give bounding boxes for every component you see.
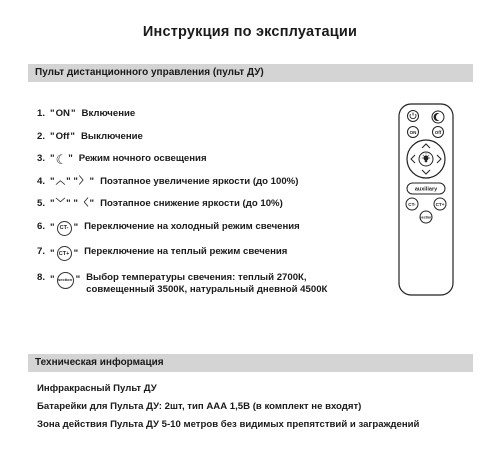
item-key: " CT+ " [50, 246, 78, 261]
list-item [37, 272, 377, 296]
item-text: Выключение [80, 130, 143, 142]
list-item [37, 221, 377, 236]
chevron-left-icon: 〈 [78, 198, 89, 209]
section-header-remote: Пульт дистанционного управления (пульт ДУ) [28, 64, 473, 82]
item-number: 2. [37, 130, 46, 142]
tech-line: Инфракрасный Пульт ДУ [37, 383, 157, 394]
item-key: " ﹀ " " 〈 " [50, 198, 95, 209]
list-item [37, 153, 377, 165]
item-text: Переключение на холодный режим свечения [84, 220, 300, 232]
item-key: " section " [50, 272, 80, 289]
item-key: " ☾ " [50, 151, 73, 167]
item-number: 7. [37, 246, 46, 257]
remote-ct-plus-label: CT+ [435, 201, 445, 207]
instruction-list [37, 108, 377, 306]
list-item [37, 176, 377, 188]
tech-line: Батарейки для Пульта ДУ: 2шт, тип ААА 1,5В (в комплект не входят) [37, 401, 362, 412]
item-number: 8. [37, 271, 46, 283]
item-number: 4. [37, 175, 46, 187]
item-text: Включение [81, 108, 136, 119]
item-key: " CT- " [50, 221, 78, 236]
item-text: Режим ночного освещения [78, 153, 207, 164]
remote-section-label: section [419, 215, 433, 220]
ct-minus-icon: CT- [57, 221, 72, 236]
moon-icon: ☾ [55, 151, 68, 167]
remote-control-illustration [398, 103, 454, 296]
item-text: Переключение на теплый режим свечения [84, 246, 288, 257]
item-number: 6. [37, 220, 46, 232]
list-item [37, 246, 377, 261]
page-title: Инструкция по эксплуатации [142, 24, 358, 40]
item-number: 1. [37, 108, 46, 119]
chevron-down-icon: ﹀ [55, 198, 66, 209]
list-item [37, 198, 377, 210]
ct-plus-icon: CT+ [57, 246, 72, 261]
item-key: " ︿ " " 〉 " [50, 175, 95, 187]
list-item [37, 131, 377, 143]
item-key: " ON " [50, 108, 76, 119]
remote-on-label: ON [409, 129, 417, 135]
chevron-up-icon: ︿ [55, 175, 66, 187]
remote-auxiliary-label: auxiliary [414, 186, 438, 193]
section-icon: section [57, 272, 74, 289]
tech-line: Зона действия Пульта ДУ 5-10 метров без видимых препятствий и заграждений [37, 419, 420, 430]
item-text: Поэтапное снижение яркости (до 10%) [100, 198, 283, 209]
item-number: 3. [37, 153, 46, 164]
item-text: Выбор температуры свечения: теплый 2700К, совмещенный 3500К, натуральный дневной 4500К [86, 271, 328, 295]
remote-ct-minus-label: CT- [408, 201, 416, 207]
chevron-right-icon: 〉 [78, 175, 89, 187]
remote-off-label: Off [434, 129, 442, 135]
tech-info [37, 383, 419, 437]
item-number: 5. [37, 198, 46, 209]
list-item [37, 108, 377, 120]
section-header-tech: Техническая информация [28, 354, 473, 372]
item-key: " Off " [50, 130, 75, 142]
item-text: Поэтапное увеличение яркости (до 100%) [100, 175, 299, 187]
